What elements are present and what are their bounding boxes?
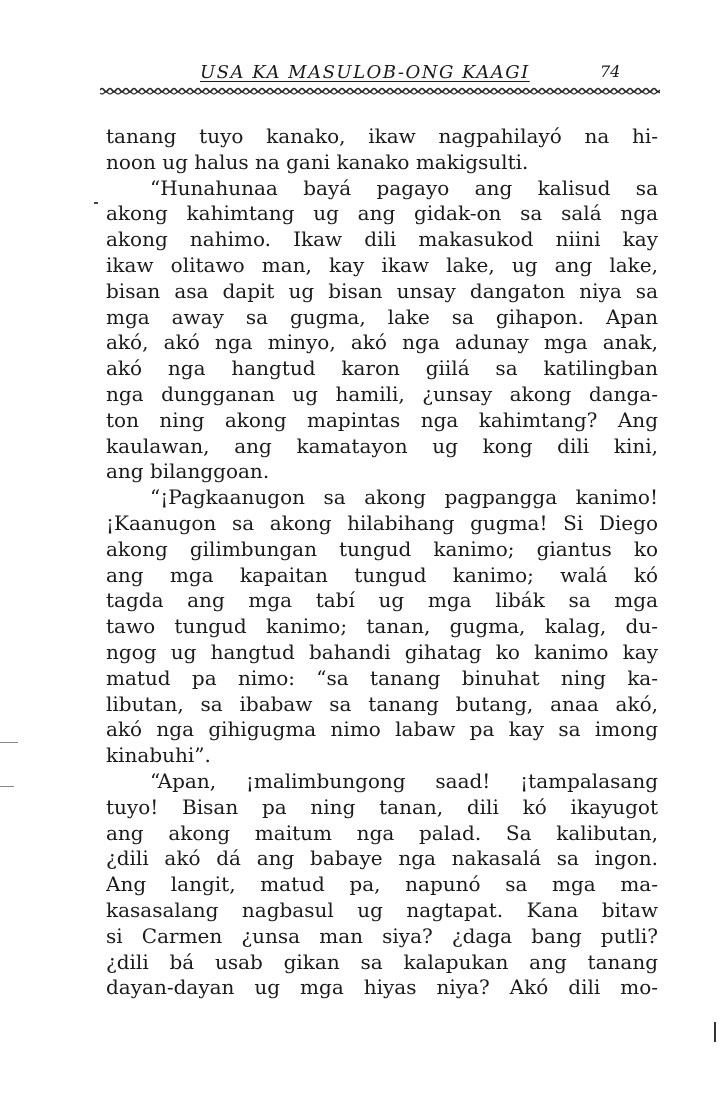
text-line: akong kahimtang ug ang gidak-on sa salá nga xyxy=(106,201,658,226)
text-line: tuyo! Bisan pa ning tanan, dili kó ikayugot xyxy=(106,794,658,819)
page-number: 74 xyxy=(600,62,621,81)
margin-speck xyxy=(94,202,98,204)
margin-speck xyxy=(0,786,14,787)
text-line: ngog ug hangtud bahandi gihatag ko kanimo kay xyxy=(106,639,658,664)
body-text xyxy=(106,124,658,1001)
text-line: dayan-dayan ug mga hiyas niya? Akó dili mo- xyxy=(106,975,658,1000)
text-line: nga dungganan ug hamili, ¿unsay akong danga- xyxy=(106,381,658,406)
text-line: kasasalang nagbasul ug nagtapat. Kana bitaw xyxy=(106,897,658,922)
text-line: ¿dili bá usab gikan sa kalapukan ang tanang xyxy=(106,949,658,974)
text-line: akó, akó nga minyo, akó nga adunay mga anak, xyxy=(106,330,658,355)
text-line: “Hunahunaa bayá pagayo ang kalisud sa xyxy=(150,175,658,200)
text-line: libutan, sa ibabaw sa tanang butang, anaa akó, xyxy=(106,691,658,716)
text-line: ¿dili akó dá ang babaye nga nakasalá sa ingon. xyxy=(106,846,658,871)
text-line: “Apan, ¡malimbungong saad! ¡tampalasang xyxy=(150,768,658,793)
text-line: ang bilanggoan. xyxy=(106,459,270,484)
text-line: ¡Kaanugon sa akong hilabihang gugma! Si Diego xyxy=(106,510,658,535)
text-line: tawo tungud kanimo; tanan, gugma, kalag, du- xyxy=(106,614,658,639)
text-line: kinabuhi”. xyxy=(106,743,211,768)
text-line: kaulawan, ang kamatayon ug kong dili kini, xyxy=(106,433,658,458)
text-line: akó nga gihigugma nimo labaw pa kay sa imong xyxy=(106,717,658,742)
text-line: mga away sa gugma, lake sa gihapon. Apan xyxy=(106,304,658,329)
ornamental-rule xyxy=(100,86,660,96)
text-line: noon ug halus na gani kanako makigsulti. xyxy=(106,149,529,174)
text-line: ang mga kapaitan tungud kanimo; walá kó xyxy=(106,562,658,587)
text-line: bisan asa dapit ug bisan unsay dangaton niya sa xyxy=(106,278,658,303)
text-line: ikaw olitawo man, kay ikaw lake, ug ang lake, xyxy=(106,252,658,277)
text-line: matud pa nimo: “sa tanang binuhat ning ka- xyxy=(106,665,658,690)
text-line: akong nahimo. Ikaw dili makasukod niini kay xyxy=(106,227,658,252)
margin-speck xyxy=(0,742,18,743)
text-line: akong gilimbungan tungud kanimo; giantus ko xyxy=(106,536,658,561)
running-head xyxy=(100,60,660,100)
text-line: Ang langit, matud pa, napunó sa mga ma- xyxy=(106,872,658,897)
margin-speck xyxy=(714,1022,716,1042)
running-title: USA KA MASULOB-ONG KAAGI xyxy=(200,62,530,83)
text-line: ton ning akong mapintas nga kahimtang? Ang xyxy=(106,407,658,432)
text-line: tanang tuyo kanako, ikaw nagpahilayó na hi- xyxy=(106,124,658,148)
text-line: tagda ang mga tabí ug mga libák sa mga xyxy=(106,588,658,613)
text-line: akó nga hangtud karon giilá sa katilingban xyxy=(106,356,658,381)
text-line: ang akong maitum nga palad. Sa kalibutan, xyxy=(106,820,658,845)
text-line: si Carmen ¿unsa man siya? ¿daga bang putli? xyxy=(106,923,658,948)
text-line: “¡Pagkaanugon sa akong pagpangga kanimo! xyxy=(150,485,658,510)
